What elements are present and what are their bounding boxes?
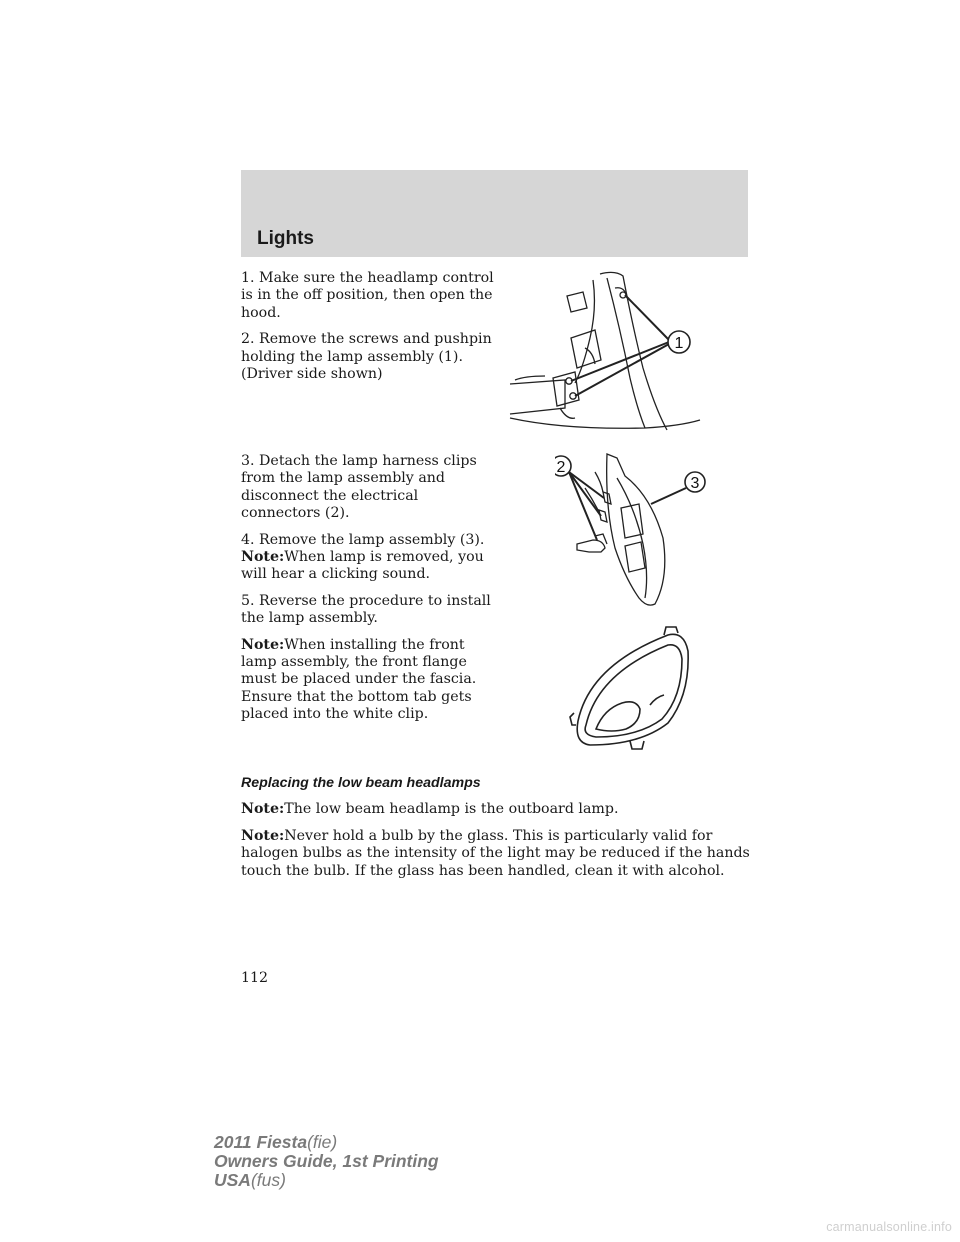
step-4 <box>241 532 496 584</box>
step-1: 1. Make sure the headlamp control is in the off position, then open the hood. <box>241 270 494 321</box>
install-note <box>241 637 496 724</box>
headlamp-assembly-illustration <box>560 625 700 755</box>
footer-model: 2011 Fiesta <box>214 1132 308 1152</box>
headlamp-mount-illustration <box>505 268 705 436</box>
section-note-1-text: The low beam headlamp is the outboard lamp. <box>284 801 619 818</box>
section-note-2-text: Never hold a bulb by the glass. This is particularly valid for halogen bulbs as the intensity of the light may be reduced if the hands touch the bulb. If the glass has been handled, clean it with alcohol. <box>241 827 750 879</box>
section-note-2 <box>241 828 751 880</box>
step-4-text: 4. Remove the lamp assembly (3). <box>241 531 485 548</box>
section-note-1 <box>241 801 751 818</box>
steps-block-2 <box>241 453 496 733</box>
section-note-2-label: Note: <box>241 827 285 844</box>
footer-market-code: (fus) <box>250 1170 286 1190</box>
step-5: 5. Reverse the procedure to install the lamp assembly. <box>241 592 491 627</box>
harness-illustration <box>555 448 715 610</box>
footer-line-2: Owners Guide, 1st Printing <box>214 1151 439 1171</box>
install-note-label: Note: <box>241 636 285 653</box>
footer-line-3 <box>214 1171 439 1190</box>
figure-connectors <box>555 448 715 610</box>
page-number: 112 <box>241 970 269 986</box>
step-4-note-label: Note: <box>241 549 285 566</box>
footer-line-1 <box>214 1133 439 1152</box>
watermark: carmanualsonline.info <box>826 1220 952 1234</box>
callout-2: 2 <box>556 459 566 476</box>
section-heading: Replacing the low beam headlamps <box>241 775 481 791</box>
low-beam-section <box>241 775 751 889</box>
section-header-band <box>241 170 748 257</box>
footer-market: USA <box>214 1170 251 1190</box>
steps-block-1 <box>241 270 496 392</box>
figure-lamp-assembly <box>560 625 700 755</box>
step-3: 3. Detach the lamp harness clips from the lamp assembly and disconnect the electrical connectors (2). <box>241 453 477 522</box>
section-title: Lights <box>257 228 314 249</box>
step-2: 2. Remove the screws and pushpin holding the lamp assembly (1). (Driver side shown) <box>241 331 492 383</box>
footer-model-code: (fie) <box>307 1132 338 1152</box>
figure-screw-locations <box>505 268 705 436</box>
callout-1: 1 <box>674 335 684 352</box>
step-4-note-text: When lamp is removed, you will hear a clicking sound. <box>241 549 484 583</box>
document-footer <box>214 1133 439 1190</box>
section-note-1-label: Note: <box>241 801 285 818</box>
install-note-text: When installing the front lamp assembly, the front flange must be placed under the fascia. Ensure that the bottom tab gets placed into the white clip. <box>241 636 477 723</box>
callout-3: 3 <box>690 475 700 492</box>
